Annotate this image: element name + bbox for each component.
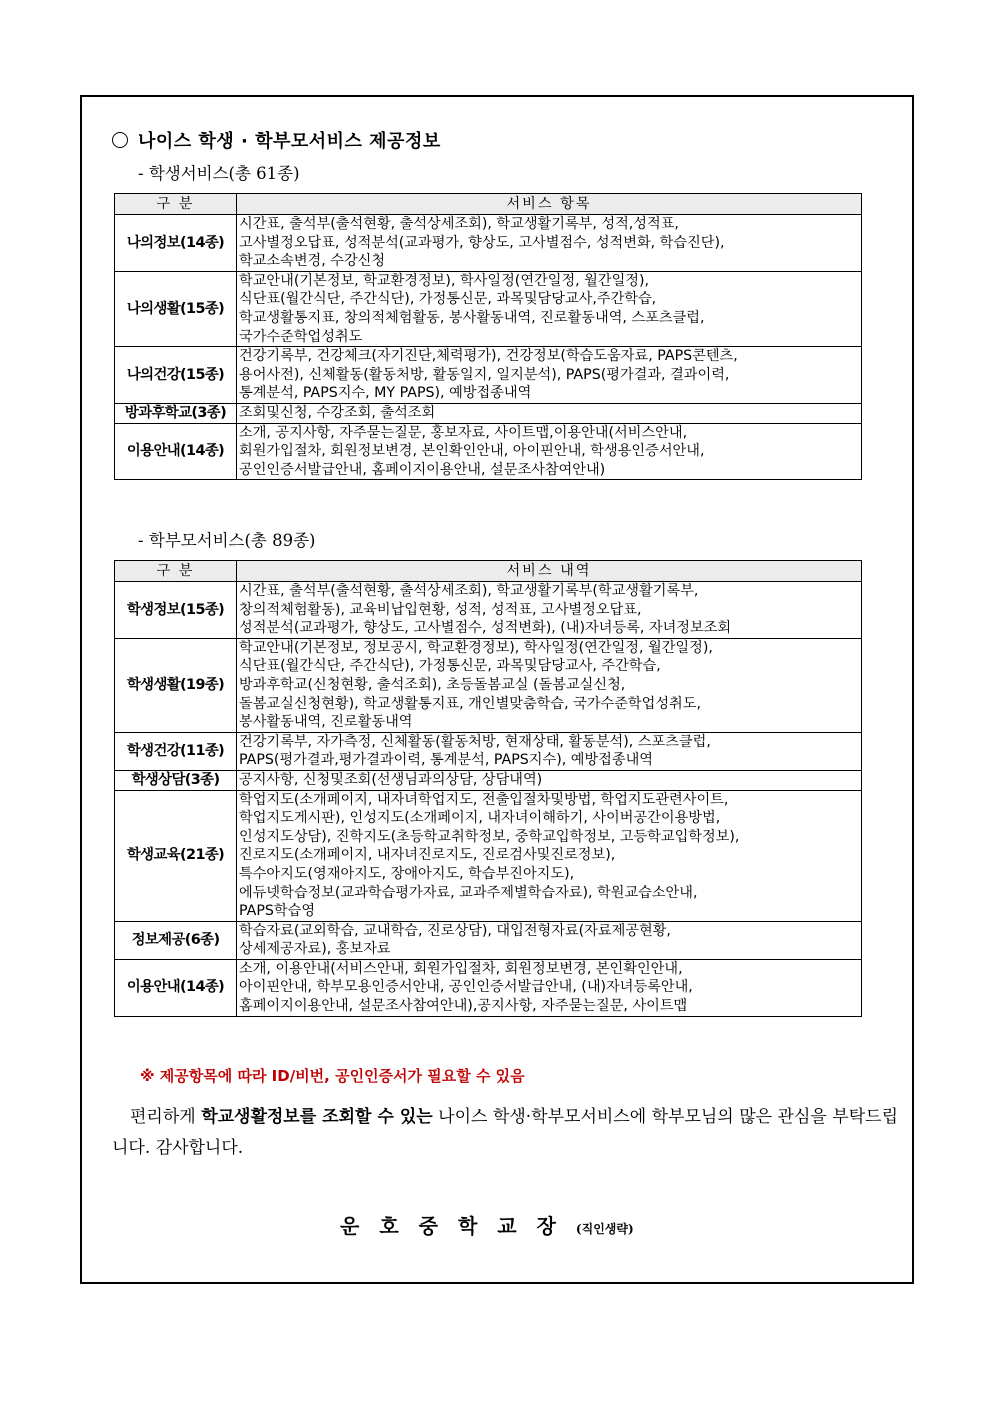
item-line: 조회및신청, 수강조회, 출석조회 bbox=[239, 404, 436, 421]
item-line: 국가수준학업성취도 bbox=[239, 328, 363, 345]
parent-service-table bbox=[114, 560, 862, 1017]
student-service-table bbox=[114, 193, 862, 480]
item-line: PAPS(평가결과,평가결과이력, 통계분석, PAPS지수), 예방접종내역 bbox=[239, 752, 653, 769]
item-line: PAPS학습영 bbox=[239, 903, 316, 920]
paragraph-emphasis: 학교생활정보를 조회할 수 있는 bbox=[201, 1107, 433, 1127]
row-items bbox=[237, 347, 862, 404]
row-items bbox=[237, 271, 862, 346]
document-frame bbox=[80, 95, 914, 1284]
table-row bbox=[115, 770, 862, 790]
section-heading bbox=[112, 127, 441, 153]
paragraph-text-end: 나이스 학생·학부모서비스에 학부모님의 많은 관심을 부탁드립니다. 감사합니다. bbox=[112, 1107, 898, 1158]
item-line: 학교안내(기본정보, 정보공시, 학교환경정보), 학사일정(연간일정, 월간일정), bbox=[239, 639, 713, 656]
row-items bbox=[237, 790, 862, 921]
row-items bbox=[237, 403, 862, 423]
item-line: 에듀넷학습정보(교과학습평가자료, 교과주제별학습자료), 학원교습소안내, bbox=[239, 884, 698, 901]
student-service-title: - 학생서비스(총 61종) bbox=[138, 164, 300, 183]
row-items bbox=[237, 770, 862, 790]
row-category: 방과후학교(3종) bbox=[115, 403, 237, 423]
item-line: 아이핀안내, 학부모용인증서안내, 공인인증서발급안내, (내)자녀등록안내, bbox=[239, 979, 693, 996]
item-line: 특수아지도(영재아지도, 장애아지도, 학습부진아지도), bbox=[239, 865, 575, 882]
item-line: 돌봄교실신청현황), 학교생활통지표, 개인별맞춤학습, 국가수준학업성취도, bbox=[239, 695, 701, 712]
row-category: 학생정보(15종) bbox=[115, 582, 237, 639]
item-line: 고사별정오답표, 성적분석(교과평가, 향상도, 고사별점수, 성적변화, 학습진단), bbox=[239, 234, 725, 251]
requirement-note: ※ 제공항목에 따라 ID/비번, 공인인증서가 필요할 수 있음 bbox=[140, 1067, 525, 1085]
closing-paragraph bbox=[112, 1102, 898, 1164]
table-row bbox=[115, 423, 862, 480]
item-line: 학업지도(소개페이지, 내자녀학업지도, 전출입절차및방법, 학업지도관련사이트, bbox=[239, 791, 729, 808]
row-category: 나의생활(15종) bbox=[115, 271, 237, 346]
item-line: 시간표, 출석부(출석현황, 출석상세조회), 학교생활기록부, 성적,성적표, bbox=[239, 216, 679, 232]
table-row bbox=[115, 790, 862, 921]
signature bbox=[340, 1210, 634, 1239]
row-category: 학생생활(19종) bbox=[115, 638, 237, 732]
row-items bbox=[237, 959, 862, 1016]
row-category: 나의정보(14종) bbox=[115, 215, 237, 272]
row-category: 학생건강(11종) bbox=[115, 732, 237, 770]
table-row bbox=[115, 959, 862, 1016]
column-header-category: 구 분 bbox=[115, 561, 237, 582]
row-category: 학생교육(21종) bbox=[115, 790, 237, 921]
row-items bbox=[237, 423, 862, 480]
item-line: 학교소속변경, 수강신청 bbox=[239, 253, 386, 270]
row-items bbox=[237, 582, 862, 639]
row-items bbox=[237, 638, 862, 732]
table-row bbox=[115, 271, 862, 346]
item-line: 시간표, 출석부(출석현황, 출석상세조회), 학교생활기록부(학교생활기록부, bbox=[239, 583, 699, 599]
parent-service-title: - 학부모서비스(총 89종) bbox=[138, 531, 316, 550]
item-line: 소개, 이용안내(서비스안내, 회원가입절차, 회원정보변경, 본인확인안내, bbox=[239, 960, 683, 977]
table-row bbox=[115, 215, 862, 272]
circle-bullet-icon bbox=[112, 132, 128, 148]
column-header-category: 구 분 bbox=[115, 194, 237, 215]
table-row bbox=[115, 638, 862, 732]
row-category: 학생상담(3종) bbox=[115, 770, 237, 790]
item-line: 봉사활동내역, 진로활동내역 bbox=[239, 714, 413, 731]
section-heading-text: 나이스 학생 · 학부모서비스 제공정보 bbox=[138, 131, 441, 152]
table-row bbox=[115, 732, 862, 770]
table-header-row bbox=[115, 194, 862, 215]
item-line: 학습자료(교외학습, 교내학습, 진로상담), 대입전형자료(자료제공현황, bbox=[239, 922, 671, 939]
seal-omitted-note: (직인생략) bbox=[575, 1222, 634, 1236]
table-row bbox=[115, 403, 862, 423]
row-items bbox=[237, 732, 862, 770]
item-line: 소개, 공지사항, 자주묻는질문, 홍보자료, 사이트맵,이용안내(서비스안내, bbox=[239, 424, 688, 441]
item-line: 학교안내(기본정보, 학교환경정보), 학사일정(연간일정, 월간일정), bbox=[239, 272, 650, 289]
item-line: 학교생활통지표, 창의적체험활동, 봉사활동내역, 진로활동내역, 스포츠클럽, bbox=[239, 309, 705, 326]
column-header-items: 서비스 항목 bbox=[237, 194, 862, 215]
row-category: 정보제공(6종) bbox=[115, 921, 237, 959]
item-line: 성적분석(교과평가, 향상도, 고사별점수, 성적변화), (내)자녀등록, 자녀정보조회 bbox=[239, 620, 732, 637]
item-line: 식단표(월간식단, 주간식단), 가정통신문, 과목및담당교사, 주간학습, bbox=[239, 658, 661, 675]
item-line: 진로지도(소개페이지, 내자녀진로지도, 진로검사및진로정보), bbox=[239, 847, 616, 864]
item-line: 공지사항, 신청및조회(선생님과의상담, 상담내역) bbox=[239, 771, 543, 788]
item-line: 창의적체험활동), 교육비납입현황, 성적, 성적표, 고사별정오답표, bbox=[239, 601, 642, 618]
row-items bbox=[237, 921, 862, 959]
paragraph-text-start: 편리하게 bbox=[130, 1107, 202, 1127]
item-line: 용어사전), 신체활동(활동처방, 활동일지, 일지분석), PAPS(평가결과, 결과이력, bbox=[239, 366, 730, 383]
item-line: 건강기록부, 건강체크(자기진단,체력평가), 건강정보(학습도움자료, PAPS콘텐츠, bbox=[239, 348, 738, 365]
parent-table-body bbox=[115, 582, 862, 1017]
row-items bbox=[237, 215, 862, 272]
table-row bbox=[115, 921, 862, 959]
table-row bbox=[115, 347, 862, 404]
item-line: 방과후학교(신청현황, 출석조회), 초등돌봄교실 (돌봄교실신청, bbox=[239, 676, 626, 693]
principal-name: 운호중학교장 bbox=[340, 1214, 576, 1238]
item-line: 학업지도게시판), 인성지도(소개페이지, 내자녀이해하기, 사이버공간이용방법, bbox=[239, 810, 721, 827]
table-header-row bbox=[115, 561, 862, 582]
item-line: 통계분석, PAPS지수, MY PAPS), 예방접종내역 bbox=[239, 385, 532, 402]
item-line: 상세제공자료), 홍보자료 bbox=[239, 941, 391, 958]
student-table-body bbox=[115, 215, 862, 480]
item-line: 회원가입절차, 회원정보변경, 본인확인안내, 아이핀안내, 학생용인증서안내, bbox=[239, 443, 705, 460]
row-category: 나의건강(15종) bbox=[115, 347, 237, 404]
column-header-items: 서비스 내역 bbox=[237, 561, 862, 582]
table-row bbox=[115, 582, 862, 639]
item-line: 건강기록부, 자가측정, 신체활동(활동처방, 현재상태, 활동분석), 스포츠클럽, bbox=[239, 733, 711, 750]
item-line: 홈페이지이용안내, 설문조사참여안내),공지사항, 자주묻는질문, 사이트맵 bbox=[239, 998, 688, 1015]
item-line: 식단표(월간식단, 주간식단), 가정통신문, 과목및담당교사,주간학습, bbox=[239, 291, 657, 308]
row-category: 이용안내(14종) bbox=[115, 423, 237, 480]
item-line: 인성지도상담), 진학지도(초등학교취학정보, 중학교입학정보, 고등학교입학정보), bbox=[239, 828, 740, 845]
item-line: 공인인증서발급안내, 홈페이지이용안내, 설문조사참여안내) bbox=[239, 461, 606, 478]
row-category: 이용안내(14종) bbox=[115, 959, 237, 1016]
